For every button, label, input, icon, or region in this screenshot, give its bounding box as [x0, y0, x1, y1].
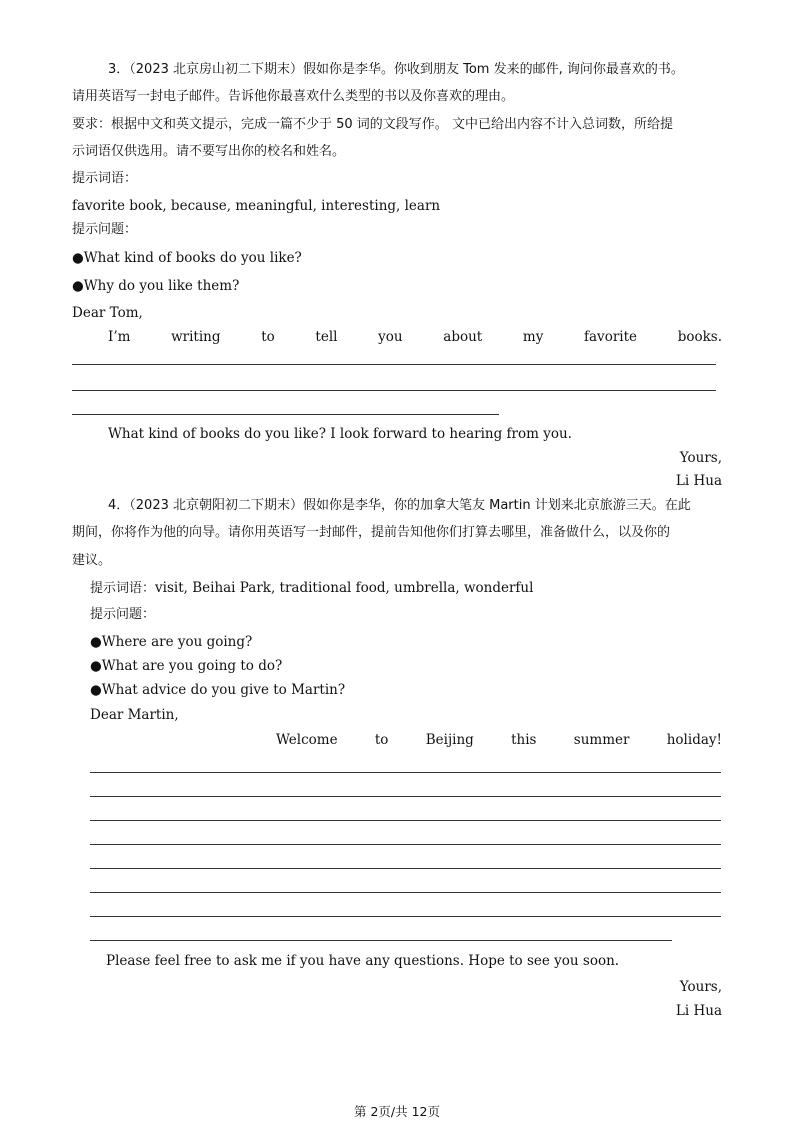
q4-answer-line — [90, 820, 721, 821]
q4-greeting: Dear Martin, — [90, 707, 179, 723]
q3-opening-word: favorite — [584, 329, 638, 345]
q3-opening-word: about — [443, 329, 483, 345]
q4-answer-line — [90, 868, 721, 869]
q3-requirement-line-2: 示词语仅供选用。请不要写出你的校名和姓名。 — [72, 144, 346, 159]
q3-greeting: Dear Tom, — [72, 305, 143, 321]
q3-opening-word: books. — [677, 329, 722, 345]
q3-opening-sentence — [108, 328, 722, 346]
q3-signature: Li Hua — [675, 473, 722, 489]
q4-prompt-line-1: 4．（2023 北京朝阳初二下期末）假如你是李华，你的加拿大笔友 Martin 计划来北京旅游三天。在此 — [108, 498, 691, 513]
q3-hint-questions-label: 提示问题： — [72, 222, 138, 237]
q4-answer-line — [90, 844, 721, 845]
q3-opening-word: you — [378, 329, 403, 345]
q4-answer-line — [90, 916, 721, 917]
q4-hint-words: visit, Beihai Park, traditional food, umbrella, wonderful — [155, 580, 534, 596]
q4-hint-question-2: ●What are you going to do? — [90, 658, 283, 674]
q4-prompt-line-2: 期间，你将作为他的向导。请你用英语写一封邮件，提前告知他你们打算去哪里，准备做什么，以及你的 — [72, 525, 671, 540]
q4-answer-line — [90, 772, 721, 773]
q4-opening-word: Beijing — [425, 732, 474, 748]
q3-opening-word: tell — [315, 329, 338, 345]
q3-opening-word: my — [522, 329, 544, 345]
q3-opening-word: writing — [171, 329, 221, 345]
q3-hint-question-2: ●Why do you like them? — [72, 278, 240, 294]
q4-hint-words-row — [90, 579, 533, 598]
q4-opening-sentence — [276, 731, 722, 749]
q4-hint-question-3: ●What advice do you give to Martin? — [90, 682, 346, 698]
q4-signature: Li Hua — [675, 1003, 722, 1019]
q4-answer-line — [90, 940, 672, 941]
q4-hint-question-1: ●Where are you going? — [90, 634, 253, 650]
q3-answer-line — [72, 414, 499, 415]
q3-hint-words: favorite book, because, meaningful, interesting, learn — [72, 198, 441, 214]
q4-closing-sentence: Please feel free to ask me if you have any questions. Hope to see you soon. — [106, 953, 620, 969]
q4-hint-questions-label: 提示问题： — [90, 607, 156, 622]
q4-opening-word: summer — [573, 732, 630, 748]
q4-signoff: Yours, — [679, 979, 722, 995]
q4-hint-words-label: 提示词语： — [90, 581, 156, 596]
q4-opening-word: Welcome — [276, 732, 338, 748]
q4-opening-word: holiday! — [666, 732, 722, 748]
q3-answer-line — [72, 364, 716, 365]
q3-prompt-line-1: 3．（2023 北京房山初二下期末）假如你是李华。你收到朋友 Tom 发来的邮件, 询问你最喜欢的书。 — [108, 62, 684, 77]
q4-answer-line — [90, 892, 721, 893]
q3-opening-word: I’m — [108, 329, 131, 345]
q3-hint-question-1: ●What kind of books do you like? — [72, 250, 302, 266]
q3-requirement-line-1: 要求：根据中文和英文提示，完成一篇不少于 50 词的文段写作。 文中已给出内容不计入总词数，所给提 — [72, 117, 673, 132]
page-number-footer: 第 2页/共 12页 — [353, 1104, 441, 1119]
q3-opening-word: to — [261, 329, 275, 345]
q3-signoff: Yours, — [679, 450, 722, 466]
q3-hint-words-label: 提示词语： — [72, 171, 138, 186]
q4-opening-word: to — [374, 732, 389, 748]
q4-prompt-line-3: 建议。 — [72, 553, 112, 568]
q3-answer-line — [72, 390, 716, 391]
q3-closing-sentence: What kind of books do you like? I look forward to hearing from you. — [108, 426, 572, 442]
q3-prompt-line-2: 请用英语写一封电子邮件。告诉他你最喜欢什么类型的书以及你喜欢的理由。 — [72, 89, 515, 104]
q4-answer-line — [90, 796, 721, 797]
q4-opening-word: this — [511, 732, 537, 748]
